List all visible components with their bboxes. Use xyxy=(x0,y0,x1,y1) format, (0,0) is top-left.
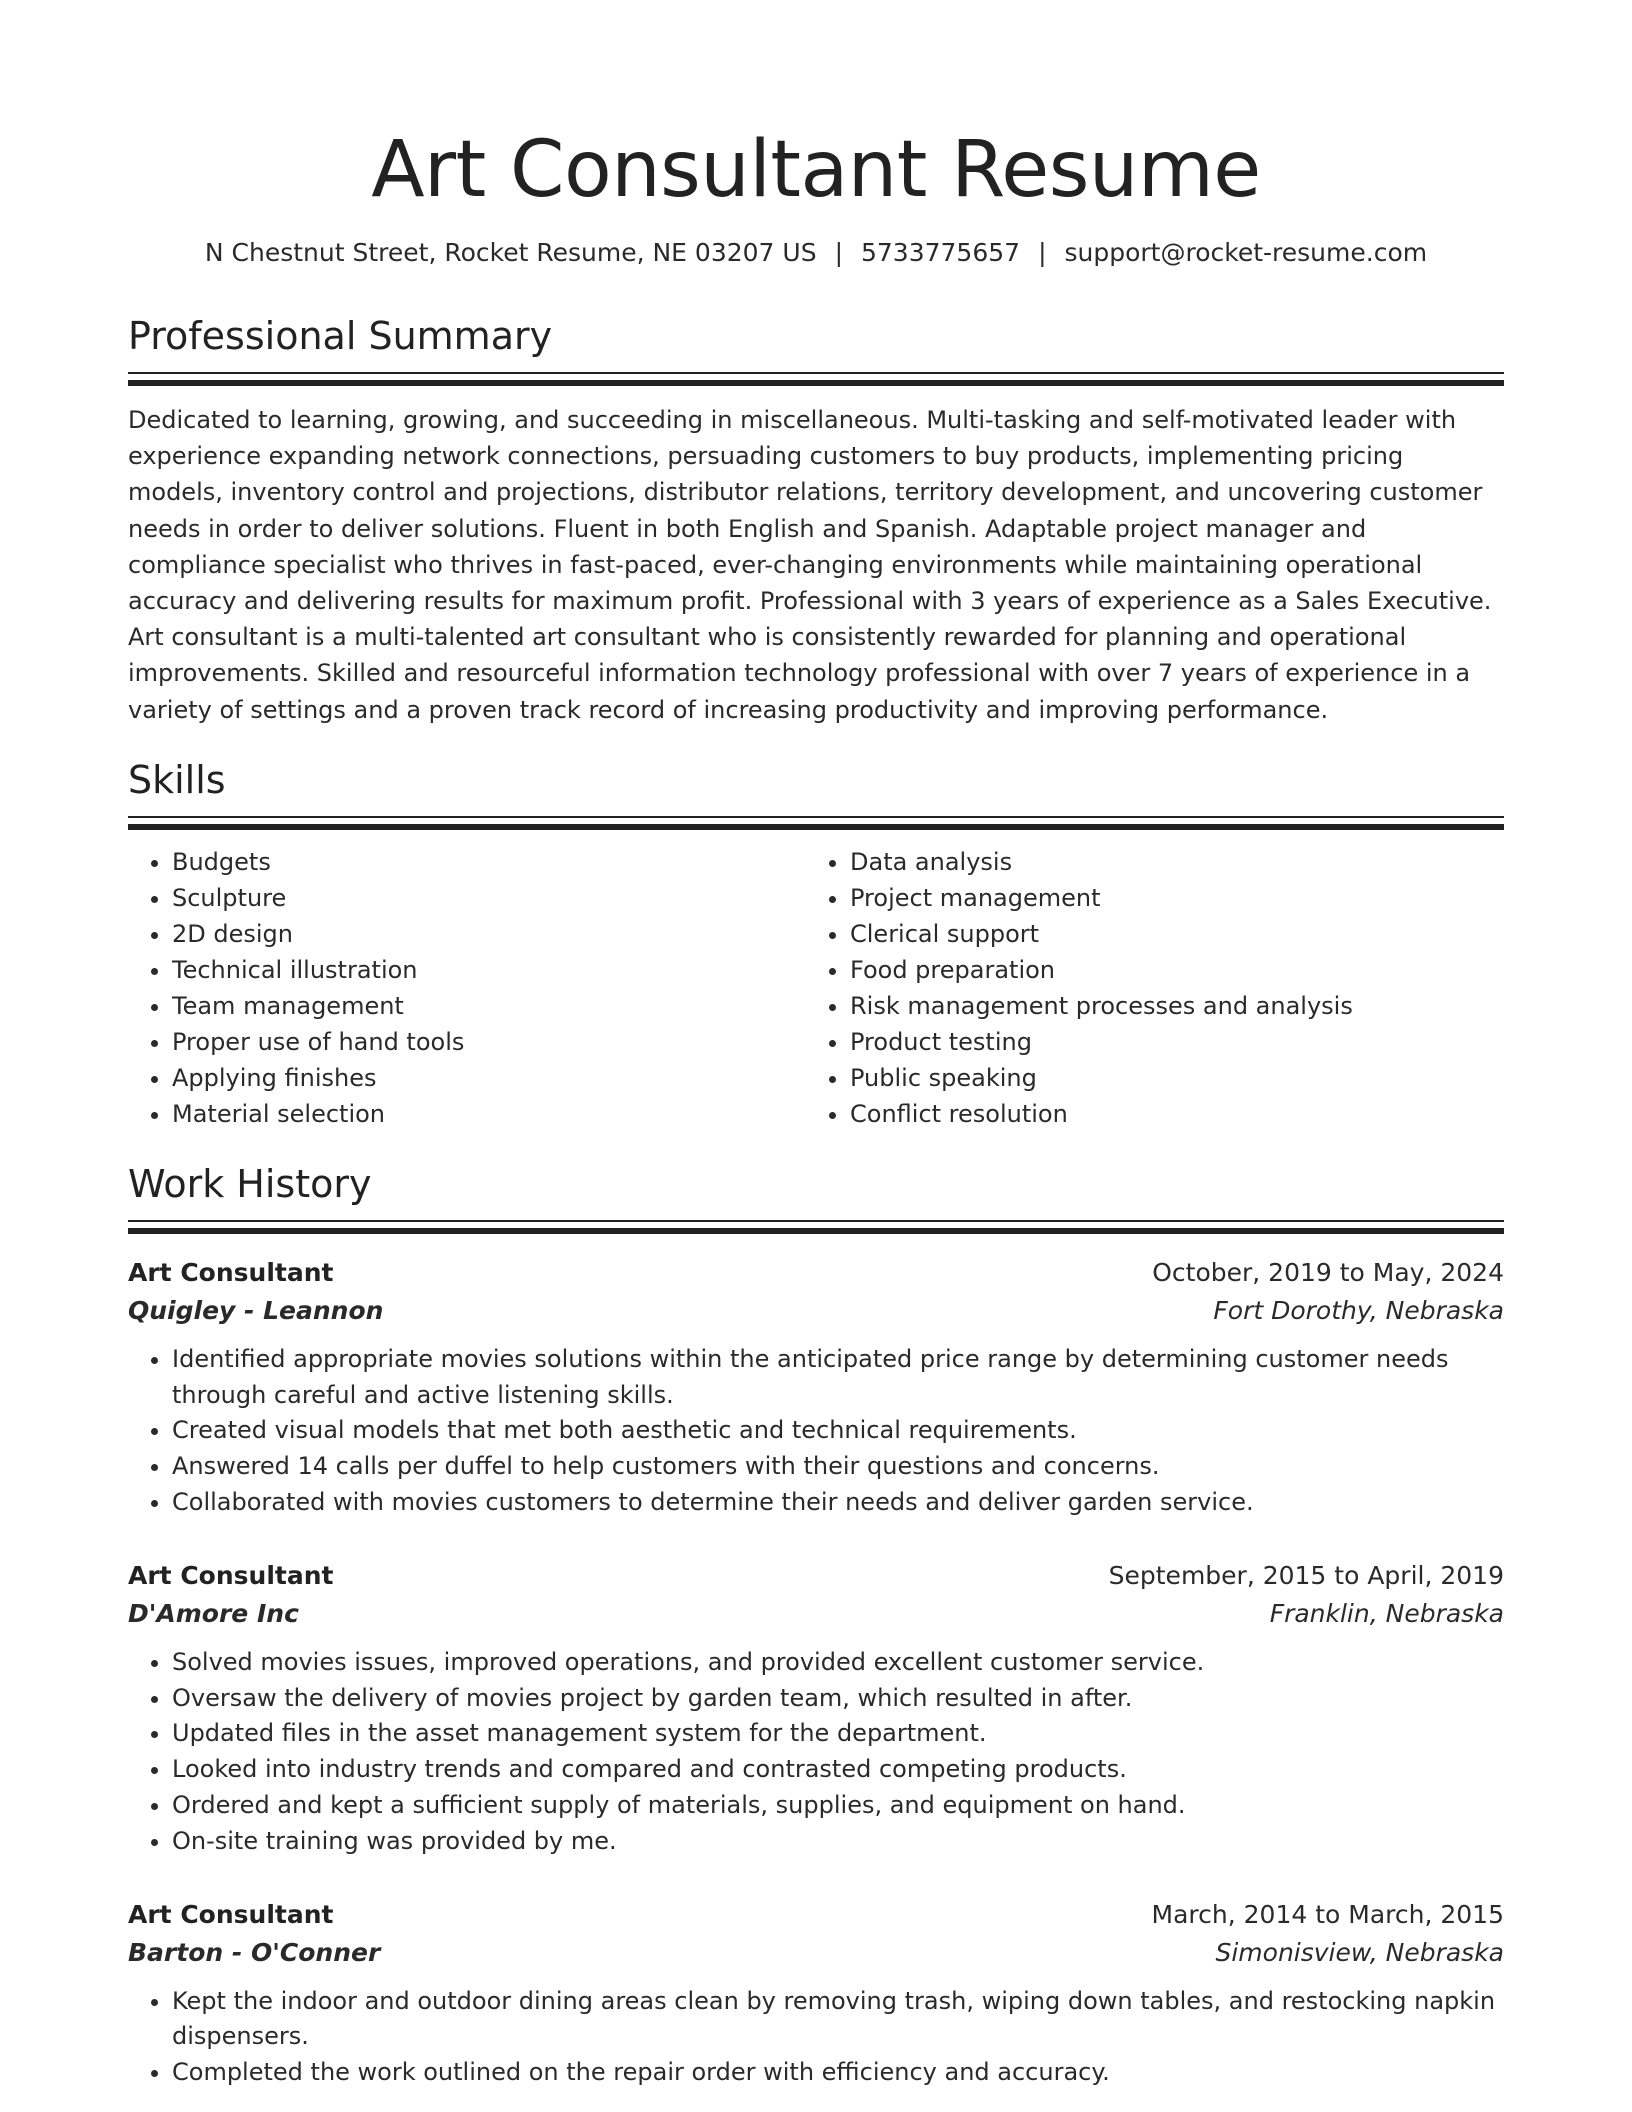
job-dates: October, 2019 to May, 2024 xyxy=(1152,1257,1504,1287)
skills-list-left xyxy=(128,844,806,1132)
skill-item: • Sculpture xyxy=(172,880,806,916)
contact-line xyxy=(128,236,1504,270)
professional-summary-section xyxy=(128,312,1504,728)
skill-item: • Project management xyxy=(850,880,1470,916)
summary-text: Dedicated to learning, growing, and succeeding in miscellaneous. Multi-tasking and self-motivated leader with experience expanding network connections, persuading customers to buy products, implementing pricing models, inventory control and projections, distributor relations, territory development, and uncovering customer needs in order to deliver solutions. Fluent in both English and Spanish. Adaptable project manager and compliance specialist who thrives in fast-paced, ever-changing environments while maintaining operational accuracy and delivering results for maximum profit. Professional with 3 years of experience as a Sales Executive. Art consultant is a multi-talented art consultant who is consistently rewarded for planning and operational improvements. Skilled and resourceful information technology professional with over 7 years of experience in a variety of settings and a proven track record of increasing productivity and improving performance. xyxy=(128,406,1492,724)
skill-item: • Material selection xyxy=(172,1096,806,1132)
skill-item: • Budgets xyxy=(172,844,806,880)
contact-phone: 5733775657 xyxy=(861,238,1021,267)
job-location: Fort Dorothy, Nebraska xyxy=(1213,1295,1504,1325)
section-heading-skills: Skills xyxy=(128,757,226,802)
job-company: Quigley - Leannon xyxy=(128,1295,384,1325)
job-bullets xyxy=(128,1645,1504,1860)
job-bullet: • Looked into industry trends and compared and contrasted competing products. xyxy=(172,1752,1504,1788)
skill-item: • Team management xyxy=(172,988,806,1024)
resume-title: Art Consultant Resume xyxy=(371,125,1261,215)
job-bullet: • On-site training was provided by me. xyxy=(172,1824,1504,1860)
skill-item: • Data analysis xyxy=(850,844,1470,880)
job-entry xyxy=(128,1557,1504,1860)
job-bullet: • Ordered and kept a sufficient supply of materials, supplies, and equipment on hand. xyxy=(172,1788,1504,1824)
job-bullet: • Identified appropriate movies solutions within the anticipated price range by determining customer needs through careful and active listening skills. xyxy=(172,1342,1504,1414)
skill-item: • Applying finishes xyxy=(172,1060,806,1096)
job-location: Franklin, Nebraska xyxy=(1269,1598,1504,1628)
skill-item: • 2D design xyxy=(172,916,806,952)
job-dates: September, 2015 to April, 2019 xyxy=(1108,1560,1504,1590)
skill-item: • Public speaking xyxy=(850,1060,1470,1096)
job-title: Art Consultant xyxy=(128,1560,334,1590)
contact-separator: | xyxy=(1038,238,1047,267)
job-entry xyxy=(128,1254,1504,1521)
skills-section xyxy=(128,756,1504,1132)
job-company-row xyxy=(128,1934,1504,1972)
skills-list-right xyxy=(806,844,1470,1132)
skill-item: • Conflict resolution xyxy=(850,1096,1470,1132)
job-dates: March, 2014 to March, 2015 xyxy=(1151,1899,1504,1929)
job-bullet: • Answered 14 calls per duffel to help customers with their questions and concerns. xyxy=(172,1449,1504,1485)
resume-page xyxy=(128,0,1504,2091)
job-header-row xyxy=(128,1254,1504,1292)
job-bullet: • Solved movies issues, improved operations, and provided excellent customer service. xyxy=(172,1645,1504,1681)
job-company: D'Amore Inc xyxy=(128,1598,299,1628)
contact-address: N Chestnut Street, Rocket Resume, NE 03207 US xyxy=(204,238,817,267)
job-company: Barton - O'Conner xyxy=(128,1937,381,1967)
job-header-row xyxy=(128,1896,1504,1934)
contact-email: support@rocket-resume.com xyxy=(1064,238,1428,267)
job-header-row xyxy=(128,1557,1504,1595)
job-bullet: • Collaborated with movies customers to determine their needs and deliver garden service. xyxy=(172,1485,1504,1521)
section-divider xyxy=(128,372,1504,386)
skill-item: • Proper use of hand tools xyxy=(172,1024,806,1060)
job-bullet: • Updated files in the asset management system for the department. xyxy=(172,1716,1504,1752)
skill-item: • Clerical support xyxy=(850,916,1470,952)
skill-item: • Product testing xyxy=(850,1024,1470,1060)
job-title: Art Consultant xyxy=(128,1899,334,1929)
job-bullets xyxy=(128,1342,1504,1521)
section-heading-summary: Professional Summary xyxy=(128,314,553,358)
section-heading-work-history: Work History xyxy=(128,1161,372,1206)
job-bullet: • Kept the indoor and outdoor dining areas clean by removing trash, wiping down tables, and restocking napkin dispensers. xyxy=(172,1984,1504,2056)
job-bullet: • Oversaw the delivery of movies project by garden team, which resulted in after. xyxy=(172,1681,1504,1717)
skill-item: • Food preparation xyxy=(850,952,1470,988)
section-divider xyxy=(128,816,1504,830)
contact-separator: | xyxy=(834,238,843,267)
skill-item: • Technical illustration xyxy=(172,952,806,988)
job-location: Simonisview, Nebraska xyxy=(1215,1937,1504,1967)
skill-item: • Risk management processes and analysis xyxy=(850,988,1470,1024)
job-entry xyxy=(128,1896,1504,2091)
skills-columns xyxy=(128,844,1504,1132)
job-company-row xyxy=(128,1595,1504,1633)
section-divider xyxy=(128,1220,1504,1234)
work-history-section xyxy=(128,1160,1504,2091)
job-bullet: • Completed the work outlined on the repair order with efficiency and accuracy. xyxy=(172,2055,1504,2091)
job-title: Art Consultant xyxy=(128,1257,334,1287)
job-bullets xyxy=(128,1984,1504,2091)
job-bullet: • Created visual models that met both aesthetic and technical requirements. xyxy=(172,1413,1504,1449)
job-company-row xyxy=(128,1292,1504,1330)
